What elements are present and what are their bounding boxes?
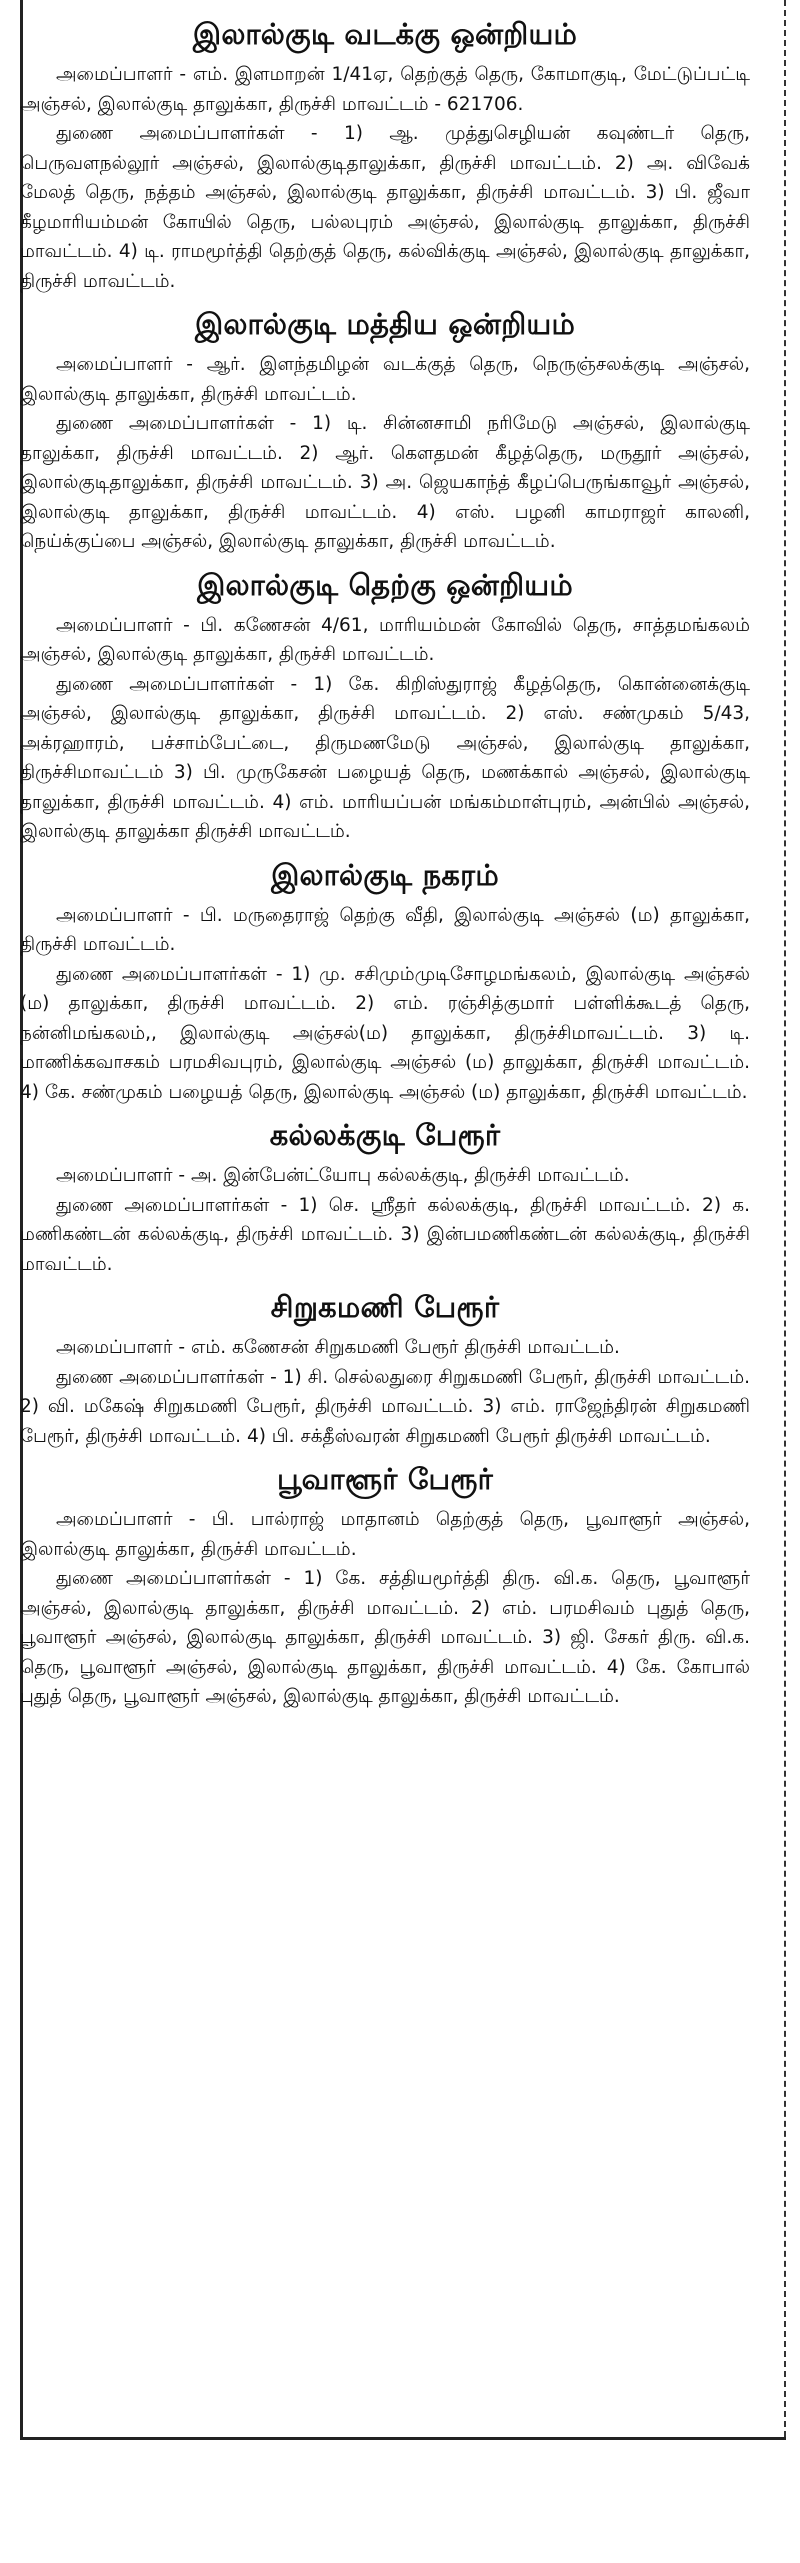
section-lalgudi-town	[20, 855, 750, 1108]
section-kallakudi-town-panchayat	[20, 1115, 750, 1279]
section-title: இலால்குடி தெற்கு ஒன்றியம்	[197, 567, 573, 602]
section-title: இலால்குடி மத்திய ஒன்றியம்	[194, 307, 575, 341]
organizer-paragraph: அமைப்பாளர் - பி. கணேசன் 4/61, மாரியம்மன் கோவில் தெரு, சாத்தமங்கலம் அஞ்சல், இலால்குடி தாலுக்கா, திருச்சி மாவட்டம்.	[20, 614, 750, 665]
section-lalgudi-south-union	[20, 565, 750, 847]
deputy-organizers-paragraph: துணை அமைப்பாளர்கள் - 1) ஆ. முத்துசெழியன் கவுண்டர் தெரு, பெருவளநல்லூர் அஞ்சல், இலால்குடிதாலுக்கா, திருச்சி மாவட்டம். 2) அ. விவேக் மேலத் தெரு, நத்தம் அஞ்சல், இலால்குடி தாலுக்கா, திருச்சி மாவட்டம். 3) பி. ஜீவா கீழமாரியம்மன் கோயில் தெரு, பல்லபுரம் அஞ்சல், இலால்குடி தாலுக்கா, திருச்சி மாவட்டம். 4) டி. ராமமூர்த்தி தெற்குத் தெரு, கல்விக்குடி அஞ்சல், இலால்குடி தாலுக்கா, திருச்சி மாவட்டம்.	[20, 123, 750, 292]
document-body	[20, 6, 750, 1712]
section-title: கல்லக்குடி பேரூர்	[269, 1118, 501, 1152]
organizer-paragraph: அமைப்பாளர் - ஆர். இளந்தமிழன் வடக்குத் தெரு, நெருஞ்சலக்குடி அஞ்சல், இலால்குடி தாலுக்கா, திருச்சி மாவட்டம்.	[20, 354, 750, 405]
deputy-organizers-paragraph: துணை அமைப்பாளர்கள் - 1) சி. செல்லதுரை சிறுகமணி பேரூர், திருச்சி மாவட்டம். 2) வி. மகேஷ் சிறுகமணி பேரூர், திருச்சி மாவட்டம். 3) எம். ராஜேந்திரன் சிறுகமணி பேரூர், திருச்சி மாவட்டம். 4) பி. சக்தீஸ்வரன் சிறுகமணி பேரூர் திருச்சி மாவட்டம்.	[20, 1366, 750, 1447]
section-lalgudi-central-union	[20, 304, 750, 557]
blank-footer-area	[0, 2445, 800, 2563]
organizer-paragraph: அமைப்பாளர் - பி. மருதைராஜ் தெற்கு வீதி, இலால்குடி அஞ்சல் (ம) தாலுக்கா, திருச்சி மாவட்டம்.	[20, 904, 750, 955]
section-lalgudi-north-union	[20, 14, 750, 296]
deputy-organizers-paragraph: துணை அமைப்பாளர்கள் - 1) கே. சத்தியமூர்த்தி திரு. வி.க. தெரு, பூவாளூர் அஞ்சல், இலால்குடி தாலுக்கா, திருச்சி மாவட்டம். 2) எம். பரமசிவம் புதுத் தெரு, பூவாளூர் அஞ்சல், இலால்குடி தாலுக்கா, திருச்சி மாவட்டம். 3) ஜி. சேகர் திரு. வி.க. தெரு, பூவாளூர் அஞ்சல், இலால்குடி தாலுக்கா, திருச்சி மாவட்டம். 4) கே. கோபால் புதுத் தெரு, பூவாளூர் அஞ்சல், இலால்குடி தாலுக்கா, திருச்சி மாவட்டம்.	[20, 1568, 750, 1707]
deputy-organizers-paragraph: துணை அமைப்பாளர்கள் - 1) டி. சின்னசாமி நரிமேடு அஞ்சல், இலால்குடி தாலுக்கா, திருச்சி மாவட்டம். 2) ஆர். கௌதமன் கீழத்தெரு, மருதூர் அஞ்சல், இலால்குடிதாலுக்கா, திருச்சி மாவட்டம். 3) அ. ஜெயகாந்த் கீழப்பெருங்காவூர் அஞ்சல், இலால்குடி தாலுக்கா, திருச்சி மாவட்டம். 4) எஸ். பழனி காமராஜர் காலனி, நெய்க்குப்பை அஞ்சல், இலால்குடி தாலுக்கா, திருச்சி மாவட்டம்.	[20, 413, 750, 552]
section-title: சிறுகமணி பேரூர்	[270, 1290, 500, 1324]
section-poovalur-town-panchayat	[20, 1459, 750, 1712]
deputy-organizers-paragraph: துணை அமைப்பாளர்கள் - 1) மு. சசிமும்முடிசோழமங்கலம், இலால்குடி அஞ்சல் (ம) தாலுக்கா, திருச்சி மாவட்டம். 2) எம். ரஞ்சித்குமார் பள்ளிக்கூடத் தெரு, நன்னிமங்கலம்,, இலால்குடி அஞ்சல்(ம) தாலுக்கா, திருச்சிமாவட்டம். 3) டி. மாணிக்கவாசகம் பரமசிவபுரம், இலால்குடி அஞ்சல் (ம) தாலுக்கா, திருச்சி மாவட்டம். 4) கே. சண்முகம் பழையத் தெரு, இலால்குடி அஞ்சல் (ம) தாலுக்கா, திருச்சி மாவட்டம்.	[20, 963, 750, 1103]
section-title: பூவாளூர் பேரூர்	[276, 1462, 494, 1496]
organizer-paragraph: அமைப்பாளர் - எம். கணேசன் சிறுகமணி பேரூர் திருச்சி மாவட்டம்.	[56, 1337, 620, 1358]
section-title: இலால்குடி வடக்கு ஒன்றியம்	[192, 17, 578, 51]
deputy-organizers-paragraph: துணை அமைப்பாளர்கள் - 1) செ. ஸ்ரீதர் கல்லக்குடி, திருச்சி மாவட்டம். 2) க. மணிகண்டன் கல்லக்குடி, திருச்சி மாவட்டம். 3) இன்பமணிகண்டன் கல்லக்குடி, திருச்சி மாவட்டம்.	[20, 1194, 750, 1275]
section-sirugamani-town-panchayat	[20, 1287, 750, 1451]
dashed-border	[784, 0, 786, 2437]
organizer-paragraph: அமைப்பாளர் - பி. பால்ராஜ் மாதானம் தெற்குத் தெரு, பூவாளூர் அஞ்சல், இலால்குடி தாலுக்கா, திருச்சி மாவட்டம்.	[20, 1509, 750, 1560]
organizer-paragraph: அமைப்பாளர் - எம். இளமாறன் 1/41ஏ, தெற்குத் தெரு, கோமாகுடி, மேட்டுப்பட்டி அஞ்சல், இலால்குடி தாலுக்கா, திருச்சி மாவட்டம் - 621706.	[20, 64, 750, 115]
section-title: இலால்குடி நகரம்	[271, 857, 499, 892]
organizer-paragraph: அமைப்பாளர் - அ. இன்பேன்ட்யோபு கல்லக்குடி, திருச்சி மாவட்டம்.	[56, 1165, 630, 1186]
deputy-organizers-paragraph: துணை அமைப்பாளர்கள் - 1) கே. கிறிஸ்துராஜ் கீழத்தெரு, கொன்னைக்குடி அஞ்சல், இலால்குடி தாலுக்கா, திருச்சி மாவட்டம். 2) எஸ். சண்முகம் 5/43, அக்ரஹாரம், பச்சாம்பேட்டை, திருமணமேடு அஞ்சல், இலால்குடி தாலுக்கா, திருச்சிமாவட்டம் 3) பி. முருகேசன் பழையத் தெரு, மணக்கால் அஞ்சல், இலால்குடி தாலுக்கா, திருச்சி மாவட்டம். 4) எம். மாரியப்பன் மங்கம்மாள்புரம், அன்பில் அஞ்சல், இலால்குடி தாலுக்கா திருச்சி மாவட்டம்.	[20, 673, 750, 842]
